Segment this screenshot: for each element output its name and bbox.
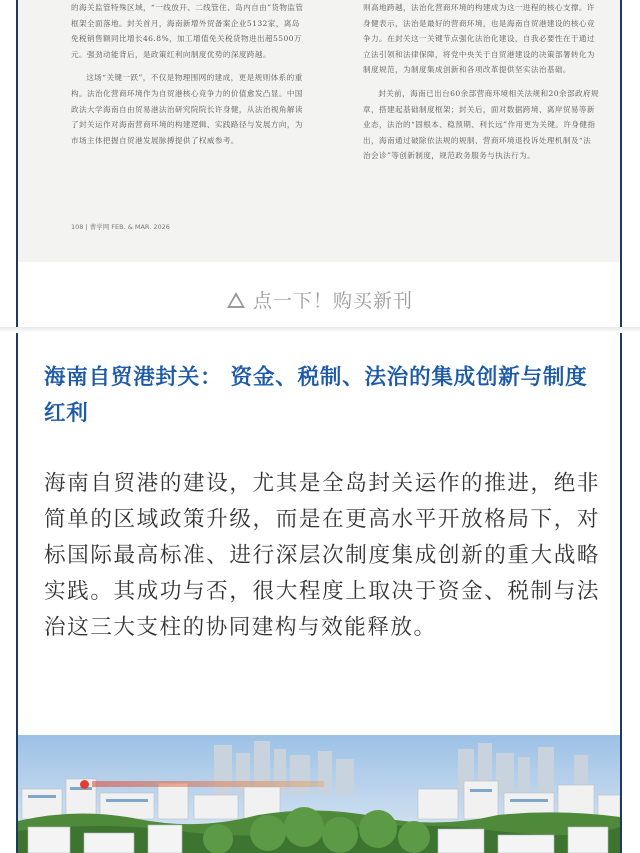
section-divider (0, 327, 640, 333)
photo-caption-strip (92, 781, 324, 787)
magazine-page-preview (18, 0, 620, 262)
article-heading: 海南自贸港封关： 资金、税制、法治的集成创新与制度红利 (44, 365, 588, 426)
article-body: 海南自贸港的建设，尤其是全岛封关运作的推进，绝非简单的区域政策升级，而是在更高水平开放格局下，对标国际最高标准、进行深层次制度集成创新的重大战略实践。其成功与否，很大程度上取决于资金、税制与法治这三大支柱的协同建构与效能释放。 (44, 471, 600, 640)
magazine-paragraph: 封关前，海南已出台60余部营商环境相关法规和20余部政府规章，搭建起基础制度框架；封关后，面对数据跨境、离岸贸易等新业态，法治的“固根本、稳预期、利长远”作用更为关键。许身健指出，海南通过破除依法规的规制、营商环境退投诉处理机制及“法治会诊”等创新制度，规范政务服务与执法行为。 (363, 88, 599, 161)
buy-new-issue-label: 点一下！购买新刊 (252, 290, 413, 312)
magazine-left-column (71, 0, 307, 148)
magazine-paragraph: 则高地跨越，法治化营商环境的构建成为这一进程的核心支撑。许身健表示，法治是最好的营商环境，也是海南自贸港建设的核心竞争力。在封关这一关键节点强化法治化建设，自我必要性在于通过立法引领和法律保障，将党中央关于自贸港建设的决策部署转化为制度规范，为制度集成创新和各项改革提供坚实法治基础。 (363, 3, 595, 75)
buy-new-issue-link[interactable] (0, 286, 640, 313)
magazine-footer: 108 | 曹学网 FEB. & MAR. 2026 (71, 223, 170, 231)
magazine-paragraph: 这场“关键一跃”，不仅是物理围网的建成，更是规则体系的重构。法治化营商环境作为自贸港核心竞争力的价值愈发凸显。中国政法大学海南自由贸易港法治研究院院长许身健，从法治视角解读了封关运作对海南营商环境的构建逻辑、实践路径与发展方向，为市场主体把握自贸港发展脉搏提供了权威参考。 (71, 73, 303, 145)
city-aerial-photo (18, 735, 620, 853)
triangle-icon (227, 292, 245, 308)
magazine-right-column (363, 0, 599, 164)
photo-caption-marker (80, 780, 89, 789)
magazine-paragraph: 的海关监管特殊区域，“一线放开、二线管住、岛内自由”货物监管框架全面落地。封关首月，海南新增外贸备案企业5132家，离岛免税销售额同比增长46.8%，加工增值免关税货物进出超5500万元。强劲动能背后，是政策红利向制度优势的深度跨越。 (71, 3, 304, 59)
